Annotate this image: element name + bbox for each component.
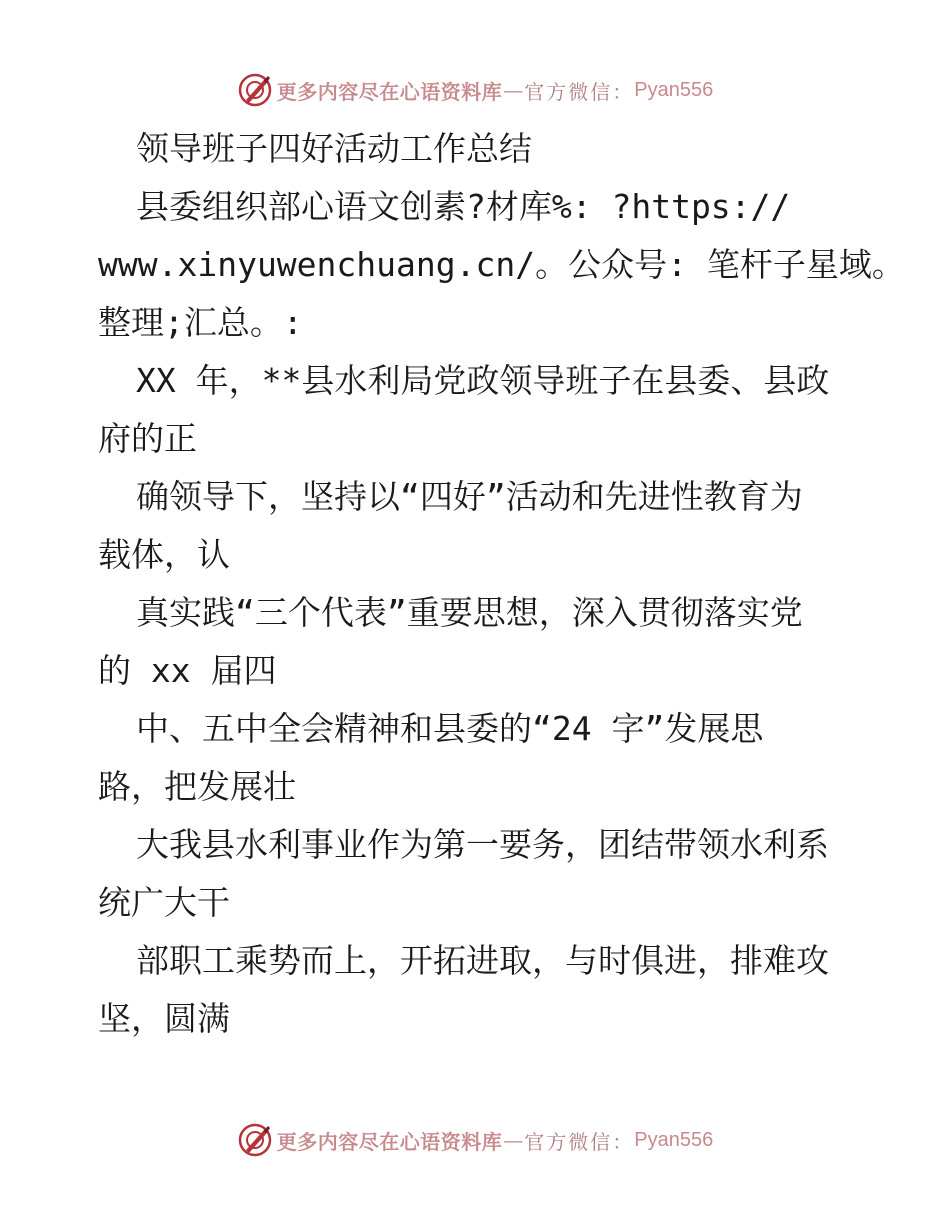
text-line: 领导班子四好活动工作总结 [136,129,532,168]
text-line: 的 xx 届四 [98,651,277,690]
text-line: 府的正 [98,419,197,458]
banner-separator: — [503,1128,524,1152]
text-line: 坚，圆满 [98,999,230,1038]
text-line: 统广大干 [98,883,230,922]
text-line: 路，把发展壮 [98,767,296,806]
banner-text: 更多内容尽在心语资料库 [276,1129,503,1154]
text-line: 大我县水利事业作为第一要务，团结带领水利系 [136,825,829,864]
footer-banner [0,1120,950,1160]
text-line: www.xinyuwenchuang.cn/。公众号: 笔杆子星域。 [98,245,905,284]
document-body [98,120,905,1048]
banner-wechat-id: Pyan556 [634,1128,714,1151]
text-line: 县委组织部心语文创素?材库%: ?https:// [136,187,791,226]
text-line: XX 年，**县水利局党政领导班子在县委、县政 [136,361,830,400]
pen-logo-icon [237,72,273,108]
banner-wechat-label: 官方微信： [524,1129,635,1154]
banner-wechat-id: Pyan556 [634,78,714,101]
text-line: 真实践“三个代表”重要思想，深入贯彻落实党 [136,593,803,632]
header-banner [0,70,950,110]
text-line: 确领导下，坚持以“四好”活动和先进性教育为 [136,477,803,516]
pen-logo-icon [237,1122,273,1158]
text-line: 中、五中全会精神和县委的“24 字”发展思 [136,709,764,748]
text-line: 整理;汇总。: [98,303,303,342]
banner-text: 更多内容尽在心语资料库 [276,79,503,104]
text-line: 部职工乘势而上，开拓进取，与时俱进，排难攻 [136,941,829,980]
text-line: 载体，认 [98,535,230,574]
banner-separator: — [503,78,524,102]
banner-wechat-label: 官方微信： [524,79,635,104]
